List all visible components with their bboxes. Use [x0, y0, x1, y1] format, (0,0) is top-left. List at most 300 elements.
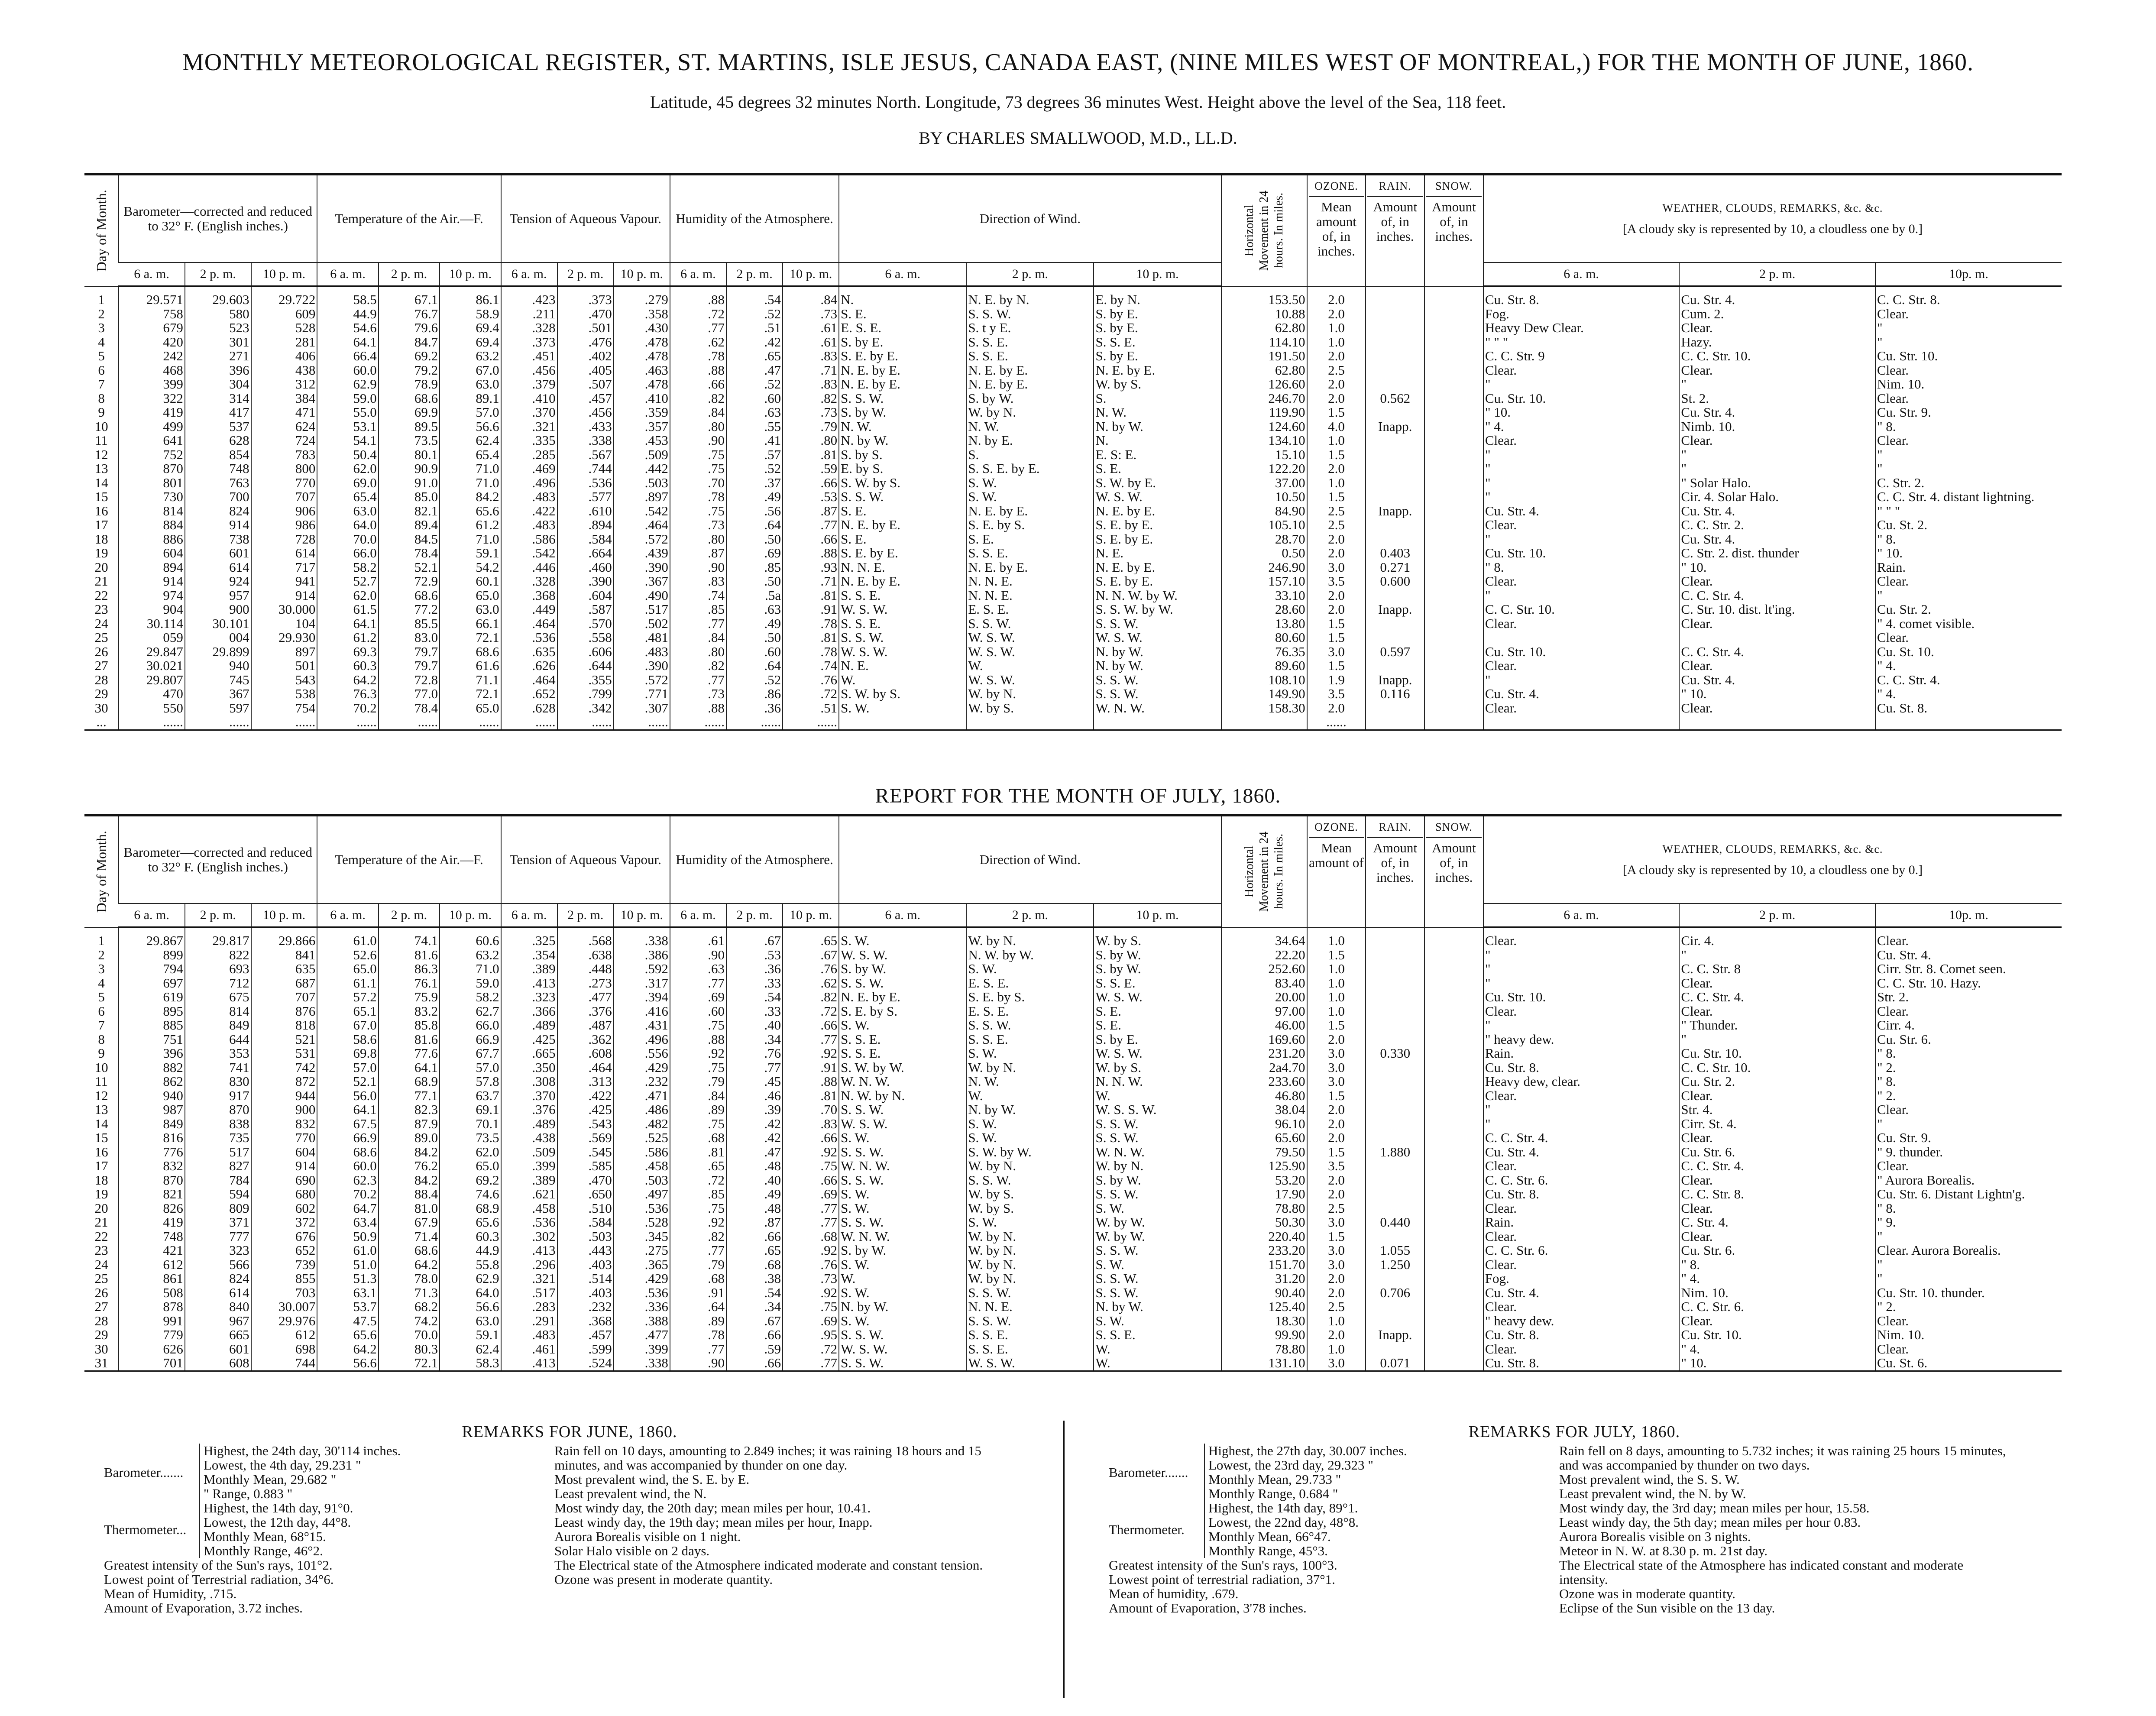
june-cell-humidity-2pm: .50 — [726, 574, 783, 589]
july-cell-wind-2pm: W. by N. — [966, 1243, 1094, 1258]
june-ozone-header — [1307, 175, 1366, 286]
june-cell-temp-10pm: 60.1 — [440, 574, 501, 589]
june-cell-weather-10pm: Cu. Str. 2. — [1875, 602, 2062, 617]
june-cell-vapour-6am: .368 — [501, 589, 557, 603]
june-cell-weather-6am: " — [1483, 589, 1680, 603]
july-cell-vapour-2pm: .443 — [557, 1243, 614, 1258]
july-cell-humidity-10pm: .77 — [783, 1201, 839, 1216]
june-cell-snow — [1424, 405, 1483, 420]
june-cell-wind-2pm: S. S. E. by E. — [966, 462, 1094, 476]
july-cell-humidity-6am: .63 — [670, 962, 726, 976]
july-row — [84, 1033, 2062, 1047]
june-cell-vapour-2pm: .604 — [557, 589, 614, 603]
june-cell-temp-10pm: 65.6 — [440, 504, 501, 518]
june-cell-temp-6am: 61.2 — [317, 631, 378, 645]
july-weather-note: [A cloudy sky is represented by 10, a cloudless one by 0.] — [1622, 863, 1923, 877]
july-cell-temp-6am: 52.1 — [317, 1075, 378, 1089]
july-cell-vapour-10pm: .365 — [614, 1258, 670, 1272]
july-cell-temp-6am: 67.5 — [317, 1117, 378, 1131]
july-cell-humidity-10pm: .70 — [783, 1103, 839, 1117]
june-cell-temp-6am: 60.3 — [317, 659, 378, 673]
july-cell-day: 24 — [94, 1257, 108, 1272]
june-cell-vapour-2pm: .644 — [557, 659, 614, 673]
june-cell-humidity-2pm: .42 — [726, 335, 783, 350]
june-cell-temp-6am: 64.0 — [317, 518, 378, 532]
july-cell-wind-10pm: W. by N. — [1094, 1159, 1221, 1173]
july-cell-movement: 50.30 — [1221, 1215, 1307, 1230]
june-weather-title: WEATHER, CLOUDS, REMARKS, &c. &c. — [1662, 202, 1883, 214]
june-cell-weather-10pm: Clear. — [1875, 392, 2062, 406]
june-cell-humidity-6am: .75 — [670, 504, 726, 518]
june-cell-ozone: ...... — [1307, 715, 1366, 729]
june-cell-temp-6am: 50.4 — [317, 448, 378, 462]
june-cell-weather-10pm: Clear. — [1875, 631, 2062, 645]
july-cell-temp-6am: 69.8 — [317, 1046, 378, 1061]
june-cell-temp-6am: 66.0 — [317, 546, 378, 560]
june-cell-vapour-2pm: .577 — [557, 490, 614, 504]
july-time-subheader: 10 p. m. — [783, 903, 839, 927]
july-cell-rain — [1366, 1061, 1424, 1075]
june-cell-day: 3 — [98, 321, 105, 335]
june-snow-header — [1424, 175, 1483, 286]
july-cell-wind-10pm: W. by S. — [1094, 927, 1221, 948]
june-cell-humidity-6am: ...... — [670, 715, 726, 729]
june-cell-snow — [1424, 434, 1483, 448]
june-cell-vapour-6am: .626 — [501, 659, 557, 673]
june-cell-humidity-2pm: .5a — [726, 589, 783, 603]
june-cell-vapour-6am: .464 — [501, 617, 557, 631]
july-time-subheader: 6 a. m. — [119, 903, 185, 927]
june-cell-baro-2pm: 396 — [185, 363, 251, 378]
july-row — [84, 1004, 2062, 1019]
july-remark-line: Lowest point of terrestrial radiation, 37°1. — [1109, 1572, 1335, 1587]
june-cell-vapour-6am: .423 — [501, 286, 557, 307]
july-cell-humidity-10pm: .72 — [783, 1342, 839, 1357]
july-cell-humidity-10pm: .62 — [783, 976, 839, 991]
july-cell-weather-6am: " heavy dew. — [1483, 1314, 1680, 1328]
june-baro-line: Lowest, the 4th day, 29.231 " — [204, 1457, 361, 1473]
june-cell-baro-10pm: 914 — [251, 589, 317, 603]
june-time-subheader: 6 a. m. — [501, 262, 557, 286]
july-cell-snow — [1424, 1258, 1483, 1272]
june-cell-weather-6am: Clear. — [1483, 434, 1680, 448]
june-cell-humidity-2pm: .65 — [726, 349, 783, 363]
july-cell-humidity-10pm: .88 — [783, 1075, 839, 1089]
june-cell-baro-10pm: 312 — [251, 377, 317, 392]
june-cell-temp-2pm: 72.8 — [379, 673, 440, 687]
july-cell-baro-10pm: 832 — [251, 1117, 317, 1131]
july-cell-humidity-6am: .77 — [670, 976, 726, 991]
june-row — [84, 434, 2062, 448]
june-cell-temp-6am: 54.1 — [317, 434, 378, 448]
july-cell-vapour-6am: .366 — [501, 1004, 557, 1019]
june-cell-baro-2pm: 957 — [185, 589, 251, 603]
july-cell-humidity-10pm: .72 — [783, 1004, 839, 1019]
july-cell-humidity-10pm: .65 — [783, 927, 839, 948]
june-cell-weather-6am: " — [1483, 448, 1680, 462]
june-cell-wind-2pm: N. W. — [966, 420, 1094, 434]
june-cell-snow — [1424, 673, 1483, 687]
june-cell-weather-2pm: C. C. Str. 10. — [1679, 349, 1875, 363]
july-cell-humidity-2pm: .77 — [726, 1061, 783, 1075]
july-cell-vapour-10pm: .556 — [614, 1046, 670, 1061]
june-cell-baro-6am: 30.021 — [119, 659, 185, 673]
july-cell-weather-10pm: Cu. Str. 6. — [1875, 1033, 2062, 1047]
july-cell-temp-10pm: 60.3 — [440, 1230, 501, 1244]
july-cell-temp-10pm: 71.0 — [440, 962, 501, 976]
july-cell-vapour-10pm: .431 — [614, 1018, 670, 1033]
june-cell-temp-10pm: 63.0 — [440, 377, 501, 392]
june-cell-baro-6am: 550 — [119, 701, 185, 716]
july-cell-weather-10pm: Clear. — [1875, 1004, 2062, 1019]
july-cell-baro-10pm: 602 — [251, 1201, 317, 1216]
july-cell-temp-2pm: 82.3 — [379, 1103, 440, 1117]
july-cell-weather-6am: Clear. — [1483, 927, 1680, 948]
july-cell-temp-2pm: 85.8 — [379, 1018, 440, 1033]
june-cell-humidity-6am: .74 — [670, 589, 726, 603]
june-cell-baro-2pm: 004 — [185, 631, 251, 645]
june-weather-time-subheader: 2 p. m. — [1679, 262, 1875, 286]
july-cell-weather-10pm: Clear. — [1875, 1342, 2062, 1357]
july-cell-baro-10pm: 698 — [251, 1342, 317, 1357]
june-cell-snow — [1424, 617, 1483, 631]
june-cell-humidity-2pm: .60 — [726, 392, 783, 406]
june-cell-wind-2pm: S. E. — [966, 532, 1094, 547]
july-row — [84, 1145, 2062, 1159]
june-baro-line: " Range, 0.883 " — [204, 1486, 293, 1501]
june-cell-vapour-2pm: .390 — [557, 574, 614, 589]
july-time-subheader: 2 p. m. — [557, 903, 614, 927]
june-cell-temp-2pm: 89.4 — [379, 518, 440, 532]
july-cell-weather-6am: C. C. Str. 6. — [1483, 1173, 1680, 1188]
july-cell-vapour-6am: .517 — [501, 1286, 557, 1300]
july-cell-vapour-6am: .413 — [501, 1356, 557, 1370]
july-cell-snow — [1424, 1201, 1483, 1216]
july-cell-ozone: 3.0 — [1307, 1215, 1366, 1230]
july-cell-wind-6am: S. S. W. — [839, 1328, 966, 1342]
june-cell-temp-2pm: 68.6 — [379, 392, 440, 406]
july-cell-day: 5 — [98, 990, 105, 1004]
july-cell-temp-6am: 65.6 — [317, 1328, 378, 1342]
june-cell-rain — [1366, 617, 1424, 631]
june-cell-weather-2pm: Nimb. 10. — [1679, 420, 1875, 434]
june-cell-baro-10pm: 986 — [251, 518, 317, 532]
june-time-subheader: 6 a. m. — [839, 262, 966, 286]
june-remark-line: Amount of Evaporation, 3.72 inches. — [104, 1600, 303, 1616]
june-cell-wind-6am: S. E. — [839, 532, 966, 547]
july-cell-weather-6am: Fog. — [1483, 1272, 1680, 1286]
june-cell-rain — [1366, 448, 1424, 462]
june-cell-vapour-2pm: .460 — [557, 560, 614, 575]
june-cell-humidity-2pm: .69 — [726, 546, 783, 560]
june-cell-baro-10pm: 724 — [251, 434, 317, 448]
june-cell-weather-10pm: " 4. — [1875, 659, 2062, 673]
june-cell-baro-2pm: 417 — [185, 405, 251, 420]
july-cell-humidity-10pm: .67 — [783, 948, 839, 962]
july-cell-vapour-2pm: .569 — [557, 1131, 614, 1145]
july-vapour-header: Tension of Aqueous Vapour. — [501, 816, 670, 903]
july-cell-humidity-2pm: .66 — [726, 1328, 783, 1342]
july-cell-movement: 96.10 — [1221, 1117, 1307, 1131]
july-cell-humidity-2pm: .45 — [726, 1075, 783, 1089]
june-cell-temp-6am: 70.0 — [317, 532, 378, 547]
july-cell-vapour-10pm: .338 — [614, 927, 670, 948]
july-cell-temp-6am: 70.2 — [317, 1187, 378, 1201]
june-cell-wind-10pm: N. E. by E. — [1094, 504, 1221, 518]
june-cell-weather-10pm: Cu. St. 2. — [1875, 518, 2062, 532]
july-cell-vapour-10pm: .232 — [614, 1075, 670, 1089]
july-day-header — [84, 816, 119, 927]
june-cell-temp-6am: 55.0 — [317, 405, 378, 420]
july-cell-weather-10pm: " 9. — [1875, 1215, 2062, 1230]
june-cell-temp-2pm: 68.6 — [379, 589, 440, 603]
july-row — [84, 1173, 2062, 1188]
july-cell-wind-2pm: E. S. E. — [966, 1004, 1094, 1019]
june-cell-humidity-6am: .75 — [670, 462, 726, 476]
june-time-subheader: 10 p. m. — [614, 262, 670, 286]
july-cell-humidity-10pm: .92 — [783, 1046, 839, 1061]
june-cell-day: 8 — [98, 391, 105, 405]
july-cell-weather-10pm: Clear. — [1875, 1159, 2062, 1173]
july-cell-movement: 53.20 — [1221, 1173, 1307, 1188]
july-cell-humidity-6am: .75 — [670, 1201, 726, 1216]
june-cell-baro-2pm: ...... — [185, 715, 251, 729]
july-baro-line: Lowest, the 23rd day, 29.323 " — [1208, 1457, 1373, 1473]
july-row — [84, 990, 2062, 1004]
july-cell-temp-2pm: 71.4 — [379, 1230, 440, 1244]
july-cell-vapour-10pm: .497 — [614, 1187, 670, 1201]
june-cell-snow — [1424, 659, 1483, 673]
june-cell-wind-10pm: N. E. by E. — [1094, 363, 1221, 378]
june-cell-day: 13 — [94, 462, 108, 476]
june-cell-baro-6am: ...... — [119, 715, 185, 729]
july-cell-vapour-2pm: .232 — [557, 1300, 614, 1314]
june-cell-movement: 246.90 — [1221, 560, 1307, 575]
july-cell-temp-2pm: 81.6 — [379, 948, 440, 962]
july-cell-temp-10pm: 56.6 — [440, 1300, 501, 1314]
remarks-divider — [1063, 1421, 1065, 1698]
june-cell-baro-6am: 242 — [119, 349, 185, 363]
july-cell-snow — [1424, 1286, 1483, 1300]
july-cell-humidity-2pm: .54 — [726, 1286, 783, 1300]
july-cell-wind-10pm: W. — [1094, 1342, 1221, 1357]
june-cell-baro-6am: 886 — [119, 532, 185, 547]
june-cell-vapour-2pm: .456 — [557, 405, 614, 420]
july-cell-baro-6am: 849 — [119, 1117, 185, 1131]
july-cell-wind-10pm: W. by W. — [1094, 1215, 1221, 1230]
july-cell-baro-6am: 619 — [119, 990, 185, 1004]
june-cell-vapour-10pm: .358 — [614, 307, 670, 321]
june-cell-baro-6am: 894 — [119, 560, 185, 575]
june-cell-baro-6am: 059 — [119, 631, 185, 645]
july-cell-humidity-10pm: .92 — [783, 1243, 839, 1258]
june-cell-weather-2pm: Cum. 2. — [1679, 307, 1875, 321]
july-cell-day: 23 — [94, 1243, 108, 1258]
june-cell-humidity-10pm: .84 — [783, 286, 839, 307]
july-cell-temp-10pm: 66.0 — [440, 1018, 501, 1033]
june-cell-day: 27 — [94, 659, 108, 673]
july-cell-weather-10pm: " — [1875, 1258, 2062, 1272]
june-cell-temp-6am: 59.0 — [317, 392, 378, 406]
july-cell-vapour-2pm: .422 — [557, 1089, 614, 1103]
june-cell-humidity-6am: .73 — [670, 687, 726, 701]
june-thermo-line: Monthly Mean, 68°15. — [204, 1529, 326, 1544]
june-cell-snow — [1424, 420, 1483, 434]
june-cell-weather-10pm: " 4. comet visible. — [1875, 617, 2062, 631]
june-cell-temp-6am: ...... — [317, 715, 378, 729]
july-cell-vapour-2pm: .313 — [557, 1075, 614, 1089]
july-cell-wind-2pm: S. E. by S. — [966, 990, 1094, 1004]
june-cell-humidity-10pm: .76 — [783, 673, 839, 687]
june-cell-temp-6am: 44.9 — [317, 307, 378, 321]
july-cell-vapour-10pm: .503 — [614, 1173, 670, 1188]
july-cell-day: 4 — [98, 976, 105, 990]
june-cell-temp-6am: 52.7 — [317, 574, 378, 589]
july-cell-baro-10pm: 604 — [251, 1145, 317, 1159]
july-remark-line: Eclipse of the Sun visible on the 13 day. — [1559, 1600, 1775, 1616]
july-cell-movement: 131.10 — [1221, 1356, 1307, 1370]
july-cell-vapour-10pm: .429 — [614, 1272, 670, 1286]
july-cell-baro-6am: 779 — [119, 1328, 185, 1342]
july-cell-temp-2pm: 89.0 — [379, 1131, 440, 1145]
july-cell-temp-6am: 51.3 — [317, 1272, 378, 1286]
june-cell-temp-6am: 64.1 — [317, 335, 378, 350]
july-cell-vapour-6am: .308 — [501, 1075, 557, 1089]
july-cell-day: 8 — [98, 1032, 105, 1046]
july-cell-wind-6am: S. W. — [839, 1314, 966, 1328]
july-cell-baro-6am: 821 — [119, 1187, 185, 1201]
july-cell-ozone: 3.0 — [1307, 1243, 1366, 1258]
june-cell-vapour-6am: .496 — [501, 476, 557, 490]
july-cell-temp-2pm: 74.1 — [379, 927, 440, 948]
july-cell-temp-6am: 64.2 — [317, 1342, 378, 1357]
june-cell-baro-6am: 29.571 — [119, 286, 185, 307]
june-cell-weather-6am: " 4. — [1483, 420, 1680, 434]
july-cell-temp-6am: 58.6 — [317, 1033, 378, 1047]
june-cell-rain: Inapp. — [1366, 673, 1424, 687]
july-time-subheader: 2 p. m. — [185, 903, 251, 927]
june-cell-baro-2pm: 601 — [185, 546, 251, 560]
june-cell-ozone: 1.0 — [1307, 335, 1366, 350]
july-cell-wind-6am: W. S. W. — [839, 948, 966, 962]
july-cell-baro-6am: 862 — [119, 1075, 185, 1089]
june-cell-day: 7 — [98, 377, 105, 392]
june-cell-baro-2pm: 628 — [185, 434, 251, 448]
june-cell-vapour-2pm: .373 — [557, 286, 614, 307]
july-cell-snow — [1424, 1075, 1483, 1089]
june-cell-day: 11 — [95, 434, 108, 448]
july-cell-temp-10pm: 69.2 — [440, 1173, 501, 1188]
june-cell-rain — [1366, 363, 1424, 378]
june-cell-ozone: 1.5 — [1307, 631, 1366, 645]
june-cell-baro-10pm: 471 — [251, 405, 317, 420]
july-cell-baro-6am: 895 — [119, 1004, 185, 1019]
june-cell-vapour-2pm: .402 — [557, 349, 614, 363]
june-cell-baro-2pm: 763 — [185, 476, 251, 490]
june-cell-vapour-10pm: .897 — [614, 490, 670, 504]
july-cell-baro-10pm: 818 — [251, 1018, 317, 1033]
july-cell-baro-6am: 776 — [119, 1145, 185, 1159]
june-cell-wind-6am: S. E. — [839, 504, 966, 518]
june-cell-day: 30 — [94, 701, 108, 715]
july-cell-humidity-10pm: .92 — [783, 1145, 839, 1159]
july-cell-baro-10pm: 944 — [251, 1089, 317, 1103]
june-cell-snow — [1424, 546, 1483, 560]
june-cell-rain — [1366, 335, 1424, 350]
june-cell-vapour-10pm: .357 — [614, 420, 670, 434]
june-cell-temp-2pm: 69.9 — [379, 405, 440, 420]
july-cell-baro-10pm: 914 — [251, 1159, 317, 1173]
july-cell-vapour-10pm: .458 — [614, 1159, 670, 1173]
june-cell-wind-6am: S. by W. — [839, 405, 966, 420]
june-cell-baro-2pm: 924 — [185, 574, 251, 589]
july-cell-temp-2pm: 72.1 — [379, 1356, 440, 1370]
june-cell-baro-6am: 870 — [119, 462, 185, 476]
june-cell-temp-6am: 69.3 — [317, 645, 378, 659]
july-row — [84, 1061, 2062, 1075]
june-cell-wind-2pm: N. N. E. — [966, 589, 1094, 603]
june-cell-movement: 80.60 — [1221, 631, 1307, 645]
july-cell-wind-6am: S. W. — [839, 1187, 966, 1201]
july-cell-baro-2pm: 614 — [185, 1286, 251, 1300]
july-time-subheader: 6 a. m. — [317, 903, 378, 927]
june-cell-humidity-6am: .90 — [670, 434, 726, 448]
july-cell-weather-6am: Clear. — [1483, 1300, 1680, 1314]
june-cell-weather-2pm: " 10. — [1679, 560, 1875, 575]
july-cell-baro-10pm: 372 — [251, 1215, 317, 1230]
july-cell-wind-6am: S. S. W. — [839, 976, 966, 991]
july-cell-vapour-10pm: .388 — [614, 1314, 670, 1328]
june-cell-weather-6am: " — [1483, 673, 1680, 687]
june-cell-humidity-2pm: .52 — [726, 673, 783, 687]
june-cell-weather-6am: Clear. — [1483, 659, 1680, 673]
july-cell-humidity-6am: .65 — [670, 1159, 726, 1173]
june-cell-temp-6am: 64.1 — [317, 617, 378, 631]
june-cell-rain — [1366, 462, 1424, 476]
june-row — [84, 476, 2062, 490]
july-cell-ozone: 2.5 — [1307, 1201, 1366, 1216]
july-row — [84, 1046, 2062, 1061]
july-baro-header: Barometer—corrected and reduced to 32° F. (English inches.) — [119, 816, 317, 903]
july-cell-vapour-2pm: .464 — [557, 1061, 614, 1075]
june-cell-baro-6am: 752 — [119, 448, 185, 462]
june-cell-temp-2pm: 77.2 — [379, 602, 440, 617]
july-cell-rain — [1366, 1131, 1424, 1145]
june-cell-weather-10pm: Clear. — [1875, 574, 2062, 589]
june-cell-movement: 157.10 — [1221, 574, 1307, 589]
june-cell-day: 19 — [94, 546, 108, 560]
june-remark-line: Lowest point of Terrestrial radiation, 34°6. — [104, 1572, 334, 1587]
july-cell-weather-6am: Cu. Str. 4. — [1483, 1286, 1680, 1300]
july-cell-humidity-10pm: .75 — [783, 1159, 839, 1173]
june-cell-movement: 0.50 — [1221, 546, 1307, 560]
june-cell-baro-2pm: 597 — [185, 701, 251, 716]
july-cell-humidity-6am: .68 — [670, 1131, 726, 1145]
june-cell-weather-6am: Cu. Str. 10. — [1483, 546, 1680, 560]
july-row — [84, 1356, 2062, 1370]
july-cell-vapour-10pm: .416 — [614, 1004, 670, 1019]
june-cell-weather-2pm: C. C. Str. 4. — [1679, 589, 1875, 603]
july-cell-weather-10pm: " Aurora Borealis. — [1875, 1173, 2062, 1188]
july-cell-wind-6am: S. S. E. — [839, 1046, 966, 1061]
july-cell-baro-2pm: 870 — [185, 1103, 251, 1117]
june-cell-temp-2pm: 78.9 — [379, 377, 440, 392]
june-cell-vapour-6am: .321 — [501, 420, 557, 434]
june-row — [84, 462, 2062, 476]
june-time-subheader: 6 a. m. — [317, 262, 378, 286]
june-cell-humidity-6am: .75 — [670, 448, 726, 462]
july-cell-snow — [1424, 1145, 1483, 1159]
